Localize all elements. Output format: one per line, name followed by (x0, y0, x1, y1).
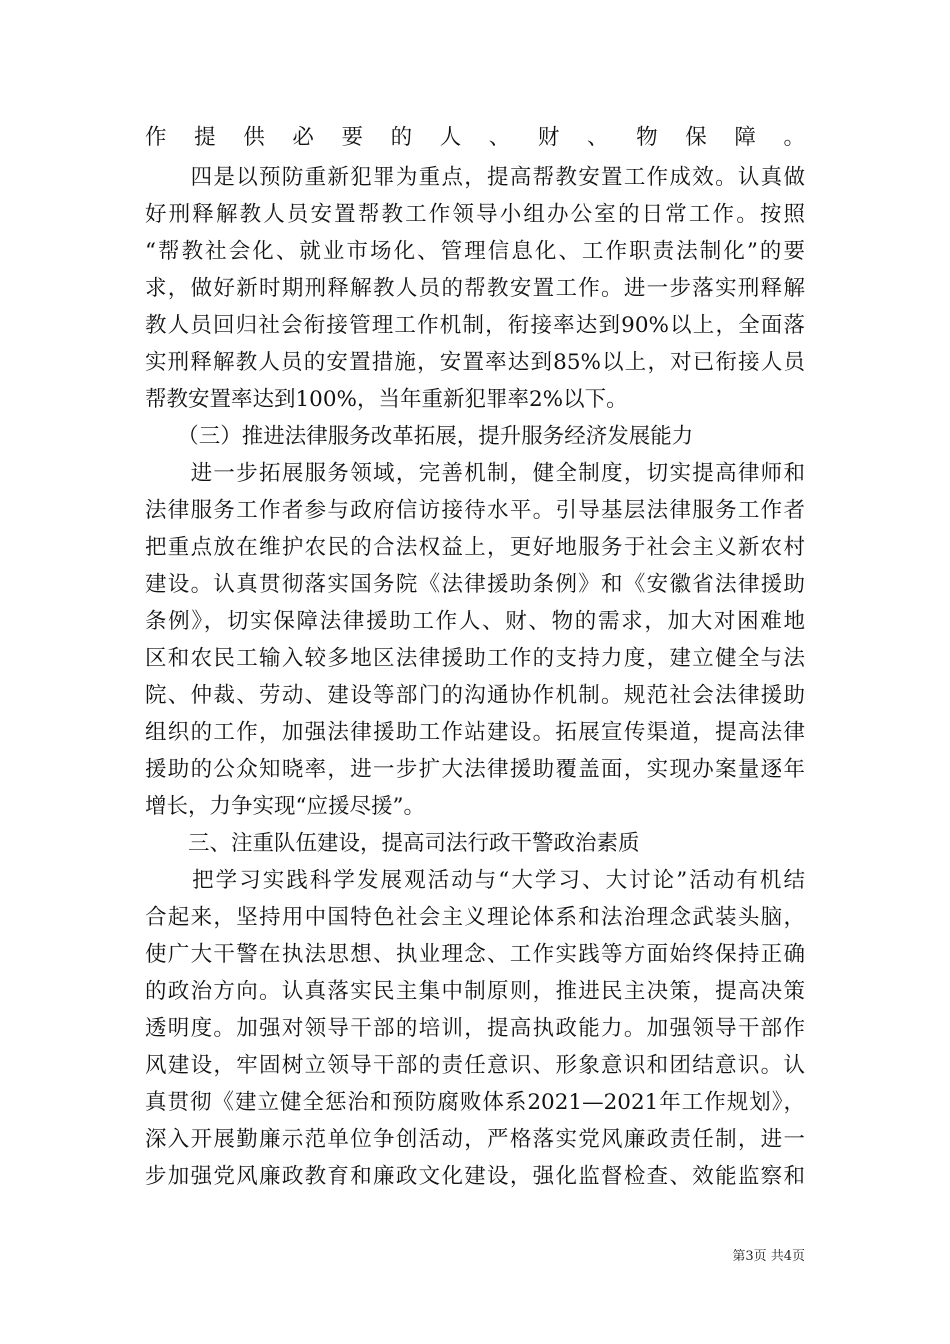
text-line-4: “帮教社会化、就业市场化、管理信息化、工作职责法制化”的要 (145, 239, 805, 264)
text-line-8: 帮教安置率达到100%，当年重新犯罪率2%以下。 (145, 387, 628, 412)
text-line-5: 求，做好新时期刑释解教人员的帮教安置工作。进一步落实刑释解 (145, 276, 805, 301)
text-line-14: 条例》，切实保障法律援助工作人、财、物的需求，加大对困难地 (145, 609, 805, 634)
text-line-27: 真贯彻《建立健全惩治和预防腐败体系2021—2021年工作规划》， (145, 1090, 805, 1115)
text-line-7: 实刑释解教人员的安置措施，安置率达到85%以上，对已衔接人员 (145, 350, 805, 375)
text-line-11: 法律服务工作者参与政府信访接待水平。引导基层法律服务工作者 (145, 498, 805, 523)
section-heading-3: （三）推进法律服务改革拓展，提升服务经济发展能力 (145, 424, 694, 449)
text-line-15: 区和农民工输入较多地区法律援助工作的支持力度，建立健全与法 (145, 646, 805, 671)
text-line-21: 把学习实践科学发展观活动与“大学习、大讨论”活动有机结 (145, 868, 805, 893)
text-line-6: 教人员回归社会衔接管理工作机制，衔接率达到90%以上，全面落 (145, 313, 805, 338)
text-line-13: 建设。认真贯彻落实国务院《法律援助条例》和《安徽省法律援助 (145, 572, 805, 597)
text-line-16: 院、仲裁、劳动、建设等部门的沟通协作机制。规范社会法律援助 (145, 683, 805, 708)
text-line-28: 深入开展勤廉示范单位争创活动，严格落实党风廉政责任制，进一 (145, 1127, 805, 1152)
page-number-footer: 第3页 共4页 (732, 1249, 805, 1264)
text-line-17: 组织的工作，加强法律援助工作站建设。拓展宣传渠道，提高法律 (145, 720, 805, 745)
section-heading-three: 三、注重队伍建设，提高司法行政干警政治素质 (145, 831, 640, 856)
text-line-18: 援助的公众知晓率，进一步扩大法律援助覆盖面，实现办案量逐年 (145, 757, 805, 782)
text-line-3: 好刑释解教人员安置帮教工作领导小组办公室的日常工作。按照 (145, 202, 805, 227)
text-line-19: 增长，力争实现“应援尽援”。 (145, 794, 425, 819)
text-line-24: 的政治方向。认真落实民主集中制原则，推进民主决策，提高决策 (145, 979, 805, 1004)
text-line-12: 把重点放在维护农民的合法权益上，更好地服务于社会主义新农村 (145, 535, 805, 560)
text-line-26: 风建设，牢固树立领导干部的责任意识、形象意识和团结意识。认 (145, 1053, 805, 1078)
text-line-25: 透明度。加强对领导干部的培训，提高执政能力。加强领导干部作 (145, 1016, 805, 1041)
text-line-1: 作提供必要的人、财、物保障。 (145, 125, 805, 150)
text-line-22: 合起来，坚持用中国特色社会主义理论体系和法治理念武装头脑， (145, 905, 805, 930)
text-line-23: 使广大干警在执法思想、执业理念、工作实践等方面始终保持正确 (145, 942, 805, 967)
text-line-29: 步加强党风廉政教育和廉政文化建设，强化监督检查、效能监察和 (145, 1164, 805, 1189)
text-line-10: 进一步拓展服务领域，完善机制，健全制度，切实提高律师和 (145, 461, 805, 486)
text-line-2: 四是以预防重新犯罪为重点，提高帮教安置工作成效。认真做 (145, 165, 805, 190)
